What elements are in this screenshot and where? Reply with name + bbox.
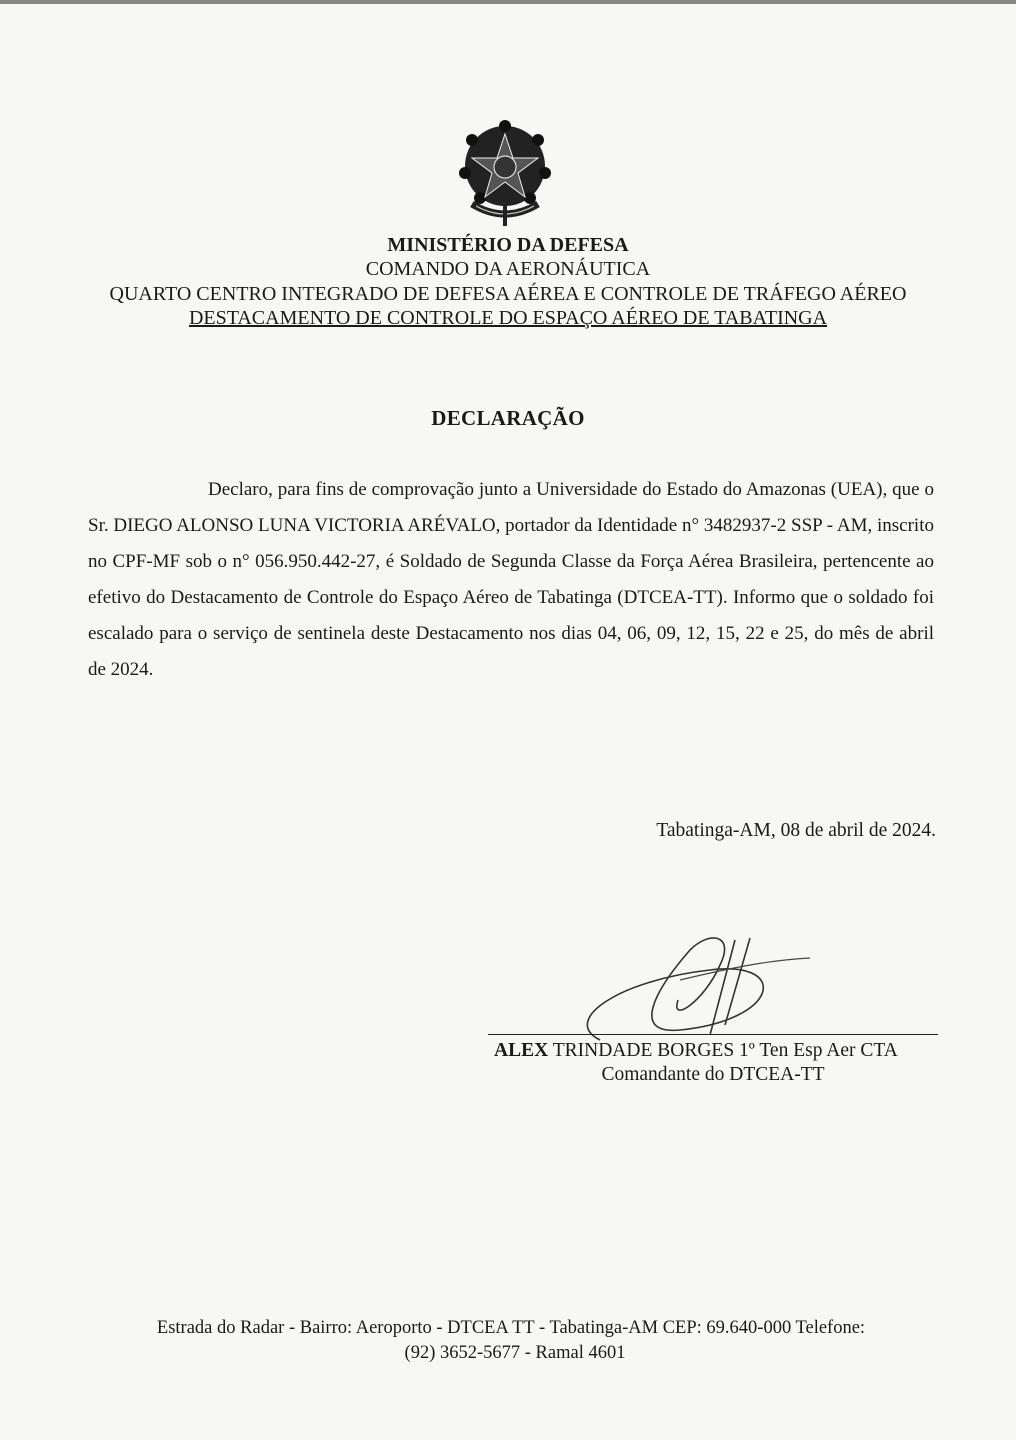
brazil-coat-of-arms-icon <box>452 118 558 230</box>
footer-address: Estrada do Radar - Bairro: Aeroporto - DTCEA TT - Tabatinga-AM CEP: 69.640-000 Telefone: <box>156 1318 866 1338</box>
signer-name <box>494 1040 898 1062</box>
declaration-body: Declaro, para fins de comprovação junto a Universidade do Estado do Amazonas (UEA), que o Sr. DIEGO ALONSO LUNA VICTORIA ARÉVALO, portador da Identidade n° 3482937-2 SSP - AM, inscrito no CPF-MF sob o n° 056.950.442-27, é Soldado de Segunda Classe da Força Aérea Brasileira, pertencente ao efetivo do Destacamento de Controle do Espaço Aéreo de Tabatinga (DTCEA-TT). Informo que o soldado foi escalado para o serviço de sentinela deste Destacamento nos dias 04, 06, 09, 12, 15, 22 e 25, do mês de abril de 2024. <box>88 479 934 680</box>
footer-phone: (92) 3652-5677 - Ramal 4601 <box>404 1343 626 1363</box>
handwritten-signature <box>560 930 820 1050</box>
document-title: DECLARAÇÃO <box>431 406 585 430</box>
detachment-title: DESTACAMENTO DE CONTROLE DO ESPAÇO AÉREO DE TABATINGA <box>188 307 828 329</box>
ministry-title: MINISTÉRIO DA DEFESA <box>387 234 629 256</box>
center-title: QUARTO CENTRO INTEGRADO DE DEFESA AÉREA E CONTROLE DE TRÁFEGO AÉREO <box>109 283 907 305</box>
signer-name-bold: ALEX <box>494 1040 549 1061</box>
signer-role: Comandante do DTCEA-TT <box>601 1064 825 1085</box>
signature-line <box>488 1034 938 1035</box>
date-line: Tabatinga-AM, 08 de abril de 2024. <box>656 820 936 841</box>
command-title: COMANDO DA AERONÁUTICA <box>365 258 651 280</box>
scan-edge <box>0 0 1016 4</box>
signer-name-rest: TRINDADE BORGES 1º Ten Esp Aer CTA <box>548 1040 898 1061</box>
